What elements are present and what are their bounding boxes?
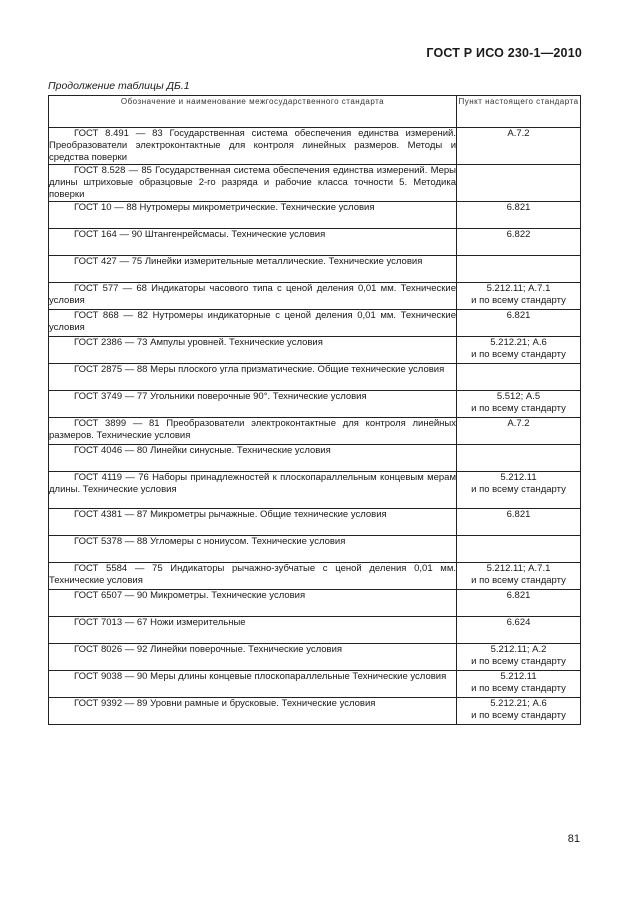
clause-reference-line: А.7.2 xyxy=(507,418,530,429)
clause-reference-cell xyxy=(457,229,581,256)
standard-name-cell: ГОСТ 2386 — 73 Ампулы уровней. Технические условия xyxy=(49,337,457,364)
standard-name-cell: ГОСТ 427 — 75 Линейки измерительные металлические. Технические условия xyxy=(49,256,457,283)
clause-reference-line: 6.822 xyxy=(506,229,531,240)
standard-name-cell: ГОСТ 10 — 88 Нутромеры микрометрические. Технические условия xyxy=(49,202,457,229)
clause-reference-line: 6.821 xyxy=(506,509,531,520)
clause-reference-line: и по всему стандарту xyxy=(471,710,566,721)
table-row xyxy=(49,202,581,229)
standard-name-cell: ГОСТ 8.528 — 85 Государственная система обеспечения единства измерений. Меры длины штриховые образцовые 2-го разряда и рабочие класса точности 5. Методика поверки xyxy=(49,165,456,200)
clause-reference-line: 5.212.11; А.7.1 xyxy=(486,283,551,294)
clause-reference-cell xyxy=(457,644,581,671)
standard-name-cell: ГОСТ 4119 — 76 Наборы принадлежностей к плоскопараллельным концевым мерам длины. Технические условия xyxy=(49,472,457,509)
clause-reference-line: А.7.2 xyxy=(507,128,530,139)
clause-reference-cell xyxy=(457,509,581,536)
table-row xyxy=(49,671,581,698)
clause-reference-line: 5.212.11 xyxy=(500,472,537,483)
standard-name-cell: ГОСТ 7013 — 67 Ножи измерительные xyxy=(49,617,457,644)
table-row xyxy=(49,283,581,310)
standards-table xyxy=(48,95,581,725)
standard-name-cell: ГОСТ 164 — 90 Штангенрейсмасы. Технические условия xyxy=(49,229,457,256)
table-continuation-caption: Продолжение таблицы ДБ.1 xyxy=(48,80,190,92)
table-row xyxy=(49,418,581,445)
standard-name-cell: ГОСТ 868 — 82 Нутромеры индикаторные с ценой деления 0,01 мм. Технические условия xyxy=(49,310,457,337)
table-row xyxy=(49,617,581,644)
table-row xyxy=(49,165,581,202)
standard-name-cell: ГОСТ 9038 — 90 Меры длины концевые плоскопараллельные Технические условия xyxy=(49,671,457,698)
clause-reference-line: и по всему стандарту xyxy=(471,683,566,694)
clause-reference-cell xyxy=(457,671,581,698)
standard-name-cell: ГОСТ 8026 — 92 Линейки поверочные. Технические условия xyxy=(49,644,457,671)
clause-reference-cell xyxy=(457,563,581,590)
standard-name-cell: ГОСТ 5378 — 88 Угломеры с нониусом. Технические условия xyxy=(49,536,457,563)
clause-reference-line: и по всему стандарту xyxy=(471,403,566,414)
clause-reference-cell xyxy=(457,472,581,509)
clause-reference-line: 5.212.11; А.2 xyxy=(490,644,547,655)
clause-reference-line: и по всему стандарту xyxy=(471,484,566,495)
standard-name-cell: ГОСТ 9392 — 89 Уровни рамные и брусковые. Технические условия xyxy=(49,698,457,725)
standard-name-cell: ГОСТ 4381 — 87 Микрометры рычажные. Общие технические условия xyxy=(49,509,457,536)
table-row xyxy=(49,128,581,165)
standard-name-cell: ГОСТ 3749 — 77 Угольники поверочные 90°. Технические условия xyxy=(49,391,457,418)
standard-name-cell: ГОСТ 4046 — 80 Линейки синусные. Технические условия xyxy=(49,445,457,472)
table-row xyxy=(49,337,581,364)
clause-reference-cell xyxy=(457,445,581,472)
clause-reference-cell xyxy=(457,337,581,364)
document-code-header: ГОСТ Р ИСО 230-1—2010 xyxy=(426,46,582,60)
table-row xyxy=(49,445,581,472)
clause-reference-line: 6.821 xyxy=(506,590,531,601)
clause-reference-line: 5.512; А.5 xyxy=(496,391,541,402)
clause-reference-cell xyxy=(457,364,581,391)
table-row xyxy=(49,698,581,725)
clause-reference-cell xyxy=(457,590,581,617)
clause-reference-cell xyxy=(457,418,581,445)
clause-reference-cell xyxy=(457,617,581,644)
clause-reference-line: 5.212.21; А.6 xyxy=(490,337,547,348)
column-header-clause xyxy=(457,96,581,128)
clause-reference-cell xyxy=(457,536,581,563)
standard-name-cell: ГОСТ 2875 — 88 Меры плоского угла призматические. Общие технические условия xyxy=(49,364,457,391)
column-header-clause-text: Пункт настоящего стандарта xyxy=(458,97,579,106)
clause-reference-line: 6.821 xyxy=(506,202,531,213)
table-row xyxy=(49,310,581,337)
standard-name-cell: ГОСТ 8.491 — 83 Государственная система обеспечения единства измерений. Преобразователи электроконтактные для контроля линейных размеров. Методы и средства поверки xyxy=(49,128,456,163)
standard-name-cell: ГОСТ 577 — 68 Индикаторы часового типа с ценой деления 0,01 мм. Технические условия xyxy=(49,283,457,310)
standard-name-cell: ГОСТ 6507 — 90 Микрометры. Технические условия xyxy=(49,590,457,617)
table-row xyxy=(49,472,581,509)
table-row xyxy=(49,509,581,536)
clause-reference-line: и по всему стандарту xyxy=(471,656,566,667)
clause-reference-cell xyxy=(457,391,581,418)
table-header-row xyxy=(49,96,581,128)
clause-reference-cell xyxy=(457,310,581,337)
standard-name-cell: ГОСТ 5584 — 75 Индикаторы рычажно-зубчатые с ценой деления 0,01 мм. Технические условия xyxy=(49,563,457,590)
clause-reference-cell xyxy=(457,165,581,202)
clause-reference-line: 5.212.11 xyxy=(500,671,537,682)
page-number: 81 xyxy=(567,833,580,845)
table-row xyxy=(49,229,581,256)
column-header-standard: Обозначение и наименование межгосударственного стандарта xyxy=(49,96,457,128)
clause-reference-cell xyxy=(457,202,581,229)
clause-reference-line: и по всему стандарту xyxy=(471,295,566,306)
clause-reference-line: 5.212.21; А.6 xyxy=(490,698,547,709)
table-row xyxy=(49,644,581,671)
clause-reference-line: 6.821 xyxy=(506,310,531,321)
table-body xyxy=(49,128,581,725)
table-row xyxy=(49,590,581,617)
table-row xyxy=(49,391,581,418)
clause-reference-cell xyxy=(457,128,581,165)
clause-reference-cell xyxy=(457,283,581,310)
clause-reference-line: и по всему стандарту xyxy=(471,575,566,586)
clause-reference-line: 5.212.11; А.7.1 xyxy=(486,563,551,574)
clause-reference-cell xyxy=(457,698,581,725)
table-row xyxy=(49,364,581,391)
table-row xyxy=(49,256,581,283)
clause-reference-line: 6.624 xyxy=(506,617,531,628)
standard-name-cell: ГОСТ 3899 — 81 Преобразователи электроконтактные для контроля линейных размеров. Технические условия xyxy=(49,418,457,445)
table-row xyxy=(49,563,581,590)
clause-reference-line: и по всему стандарту xyxy=(471,349,566,360)
clause-reference-cell xyxy=(457,256,581,283)
table-row xyxy=(49,536,581,563)
